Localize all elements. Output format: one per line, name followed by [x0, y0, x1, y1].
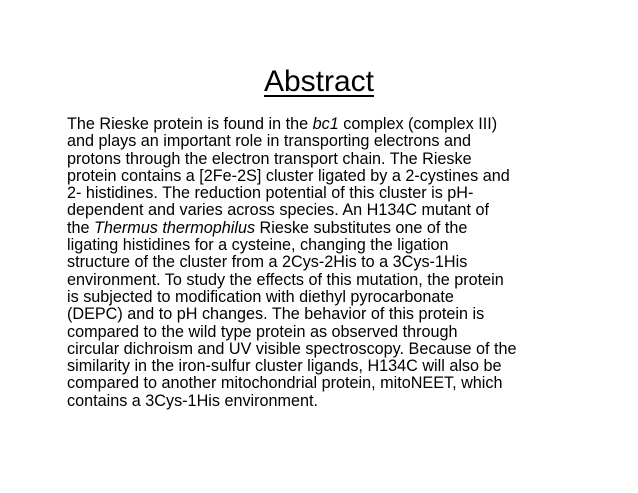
slide-title [0, 64, 638, 100]
abstract-text: structure of the cluster from a 2Cys-2His to a 3Cys-1His [67, 253, 468, 272]
abstract-text: the [67, 218, 95, 237]
abstract-text: compared to the wild type protein as observed through [67, 322, 458, 341]
abstract-line [67, 324, 587, 341]
abstract-line [67, 272, 587, 289]
abstract-italic-text: bc1 [312, 115, 339, 133]
abstract-line [67, 220, 587, 237]
abstract-italic-text: Thermus thermophilus [94, 218, 256, 237]
abstract-text: compared to another mitochondrial protein, mitoNEET, which [67, 374, 503, 393]
abstract-line [67, 375, 587, 392]
abstract-text: (DEPC) and to pH changes. The behavior of this protein is [67, 305, 485, 324]
abstract-line [67, 289, 587, 306]
abstract-line [67, 185, 587, 202]
abstract-text: protons through the electron transport chain. The Rieske [67, 149, 472, 168]
abstract-text: 2- histidines. The reduction potential of this cluster is pH- [67, 184, 474, 203]
abstract-line [67, 306, 587, 323]
abstract-text: is subjected to modification with diethyl pyrocarbonate [67, 287, 454, 306]
abstract-text: complex (complex III) [338, 115, 498, 133]
abstract-text: environment. To study the effects of this mutation, the protein [67, 270, 504, 289]
abstract-text: protein contains a [2Fe-2S] cluster ligated by a 2-cystines and [67, 166, 510, 185]
abstract-text: contains a 3Cys-1His environment. [67, 391, 319, 410]
slide-title-text: Abstract [263, 65, 375, 98]
abstract-line [67, 116, 587, 133]
abstract-line [67, 202, 587, 219]
abstract-text: similarity in the iron-sulfur cluster ligands, H134C will also be [67, 357, 502, 376]
abstract-text: Rieske substitutes one of the [255, 218, 468, 237]
abstract-line [67, 151, 587, 168]
abstract-text: The Rieske protein is found in the [67, 115, 313, 133]
abstract-text: ligating histidines for a cysteine, changing the ligation [67, 236, 449, 255]
abstract-line [67, 237, 587, 254]
abstract-line [67, 254, 587, 271]
abstract-line [67, 341, 587, 358]
abstract-line [67, 168, 587, 185]
abstract-body [67, 116, 587, 410]
abstract-line [67, 393, 587, 410]
abstract-line [67, 133, 587, 150]
abstract-text: circular dichroism and UV visible spectroscopy. Because of the [67, 339, 517, 358]
abstract-text: dependent and varies across species. An H134C mutant of [67, 201, 490, 220]
abstract-line [67, 358, 587, 375]
abstract-text: and plays an important role in transporting electrons and [67, 132, 472, 151]
